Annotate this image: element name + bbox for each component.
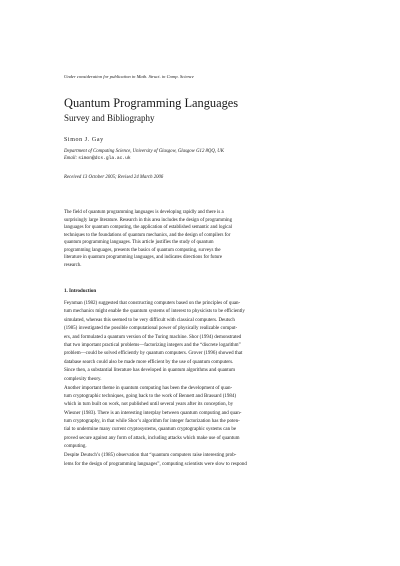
paragraph bbox=[64, 300, 336, 384]
received-dates: Received 13 October 2005; Revised 24 March 2006 bbox=[64, 175, 164, 180]
text-line: tum mechanics might enable the quantum systems of interest to physicists to be efficiently bbox=[64, 309, 245, 315]
paragraph bbox=[64, 452, 336, 469]
text-line: ers, and formulated a quantum version of the Turing machine. Shor (1994) demonstrated bbox=[64, 334, 242, 340]
paragraph bbox=[64, 385, 336, 452]
author-name: Simon J. Gay bbox=[64, 137, 104, 143]
text-line: problem—could be solved efficiently by quantum computers. Grover (1996) showed that bbox=[64, 351, 243, 357]
abstract-line: languages for quantum computing, the application of established semantic and logical bbox=[64, 225, 233, 230]
introduction-body bbox=[64, 300, 336, 469]
paper-subtitle: Survey and Bibliography bbox=[64, 113, 155, 123]
text-line: lems for the design of programming languages”, computing scientists were slow to respond bbox=[64, 461, 247, 467]
text-line: Another important theme in quantum computing has been the development of quan- bbox=[64, 385, 233, 391]
text-line: Despite Deutsch’s (1985) observation that “quantum computers raise interesting prob- bbox=[64, 453, 237, 459]
abstract-line: techniques to the foundations of quantum mechanics, and the design of compilers for bbox=[64, 232, 231, 238]
text-line: Wiesner (1983). There is an interesting interplay between quantum computing and quan- bbox=[64, 410, 242, 416]
text-line: Feynman (1982) suggested that constructing computers based on the principles of quan- bbox=[64, 301, 241, 306]
text-line: Since then, a substantial literature has developed in quantum algorithms and quantum bbox=[64, 368, 236, 374]
abstract-line: surprisingly large literature. Research in this area includes the design of programming bbox=[64, 217, 233, 223]
text-line: tum cryptographic techniques, going back to the work of Bennett and Brassard (1984) bbox=[64, 393, 237, 399]
abstract-line: quantum programming languages. This article justifies the study of quantum bbox=[64, 240, 214, 245]
section-heading-introduction: 1. Introduction bbox=[64, 289, 97, 294]
author-affiliation: Department of Computing Science, University of Glasgow, Glasgow G12 8QQ, UK bbox=[64, 149, 224, 154]
abstract bbox=[64, 209, 232, 269]
abstract-line: research. bbox=[64, 262, 82, 268]
paper-title: Quantum Programming Languages bbox=[64, 96, 239, 110]
text-line: computing. bbox=[64, 444, 87, 450]
text-line: proved secure against any form of attack, including attacks which make use of quantum bbox=[64, 435, 240, 441]
text-line: that two important practical problems—factorizing integers and the “discrete logarithm” bbox=[64, 342, 241, 348]
text-line: database search could also be made more efficient by the use of quantum computers. bbox=[64, 359, 234, 365]
text-line: complexity theory. bbox=[64, 376, 102, 382]
text-line: which in turn built on work, not published until several years after its conception, by bbox=[64, 402, 234, 408]
abstract-line: The field of quantum programming languages is developing rapidly and there is a bbox=[64, 210, 224, 215]
abstract-line: programming languages, presents the basics of quantum computing, surveys the bbox=[64, 247, 221, 253]
text-line: (1985) investigated the possible computational power of physically realizable comput- bbox=[64, 326, 238, 332]
publication-note: Under consideration for publication in Math. Struct. in Comp. Science bbox=[64, 74, 194, 79]
abstract-line: literature in quantum programming languages, and indicates directions for future bbox=[64, 255, 223, 260]
text-line: tial to undermine many current cryptosystems, quantum cryptographic systems can be bbox=[64, 427, 237, 433]
text-line: simulated, whereas this seemed to be very difficult with classical computers. Deutsch bbox=[64, 317, 235, 323]
email-label: Email: bbox=[64, 156, 78, 161]
text-line: tum cryptography, in that while Shor’s algorithm for integer factorization has the poten- bbox=[64, 419, 240, 425]
email-address: simon@dcs.gla.ac.uk bbox=[78, 156, 131, 161]
author-email-line bbox=[64, 155, 131, 162]
